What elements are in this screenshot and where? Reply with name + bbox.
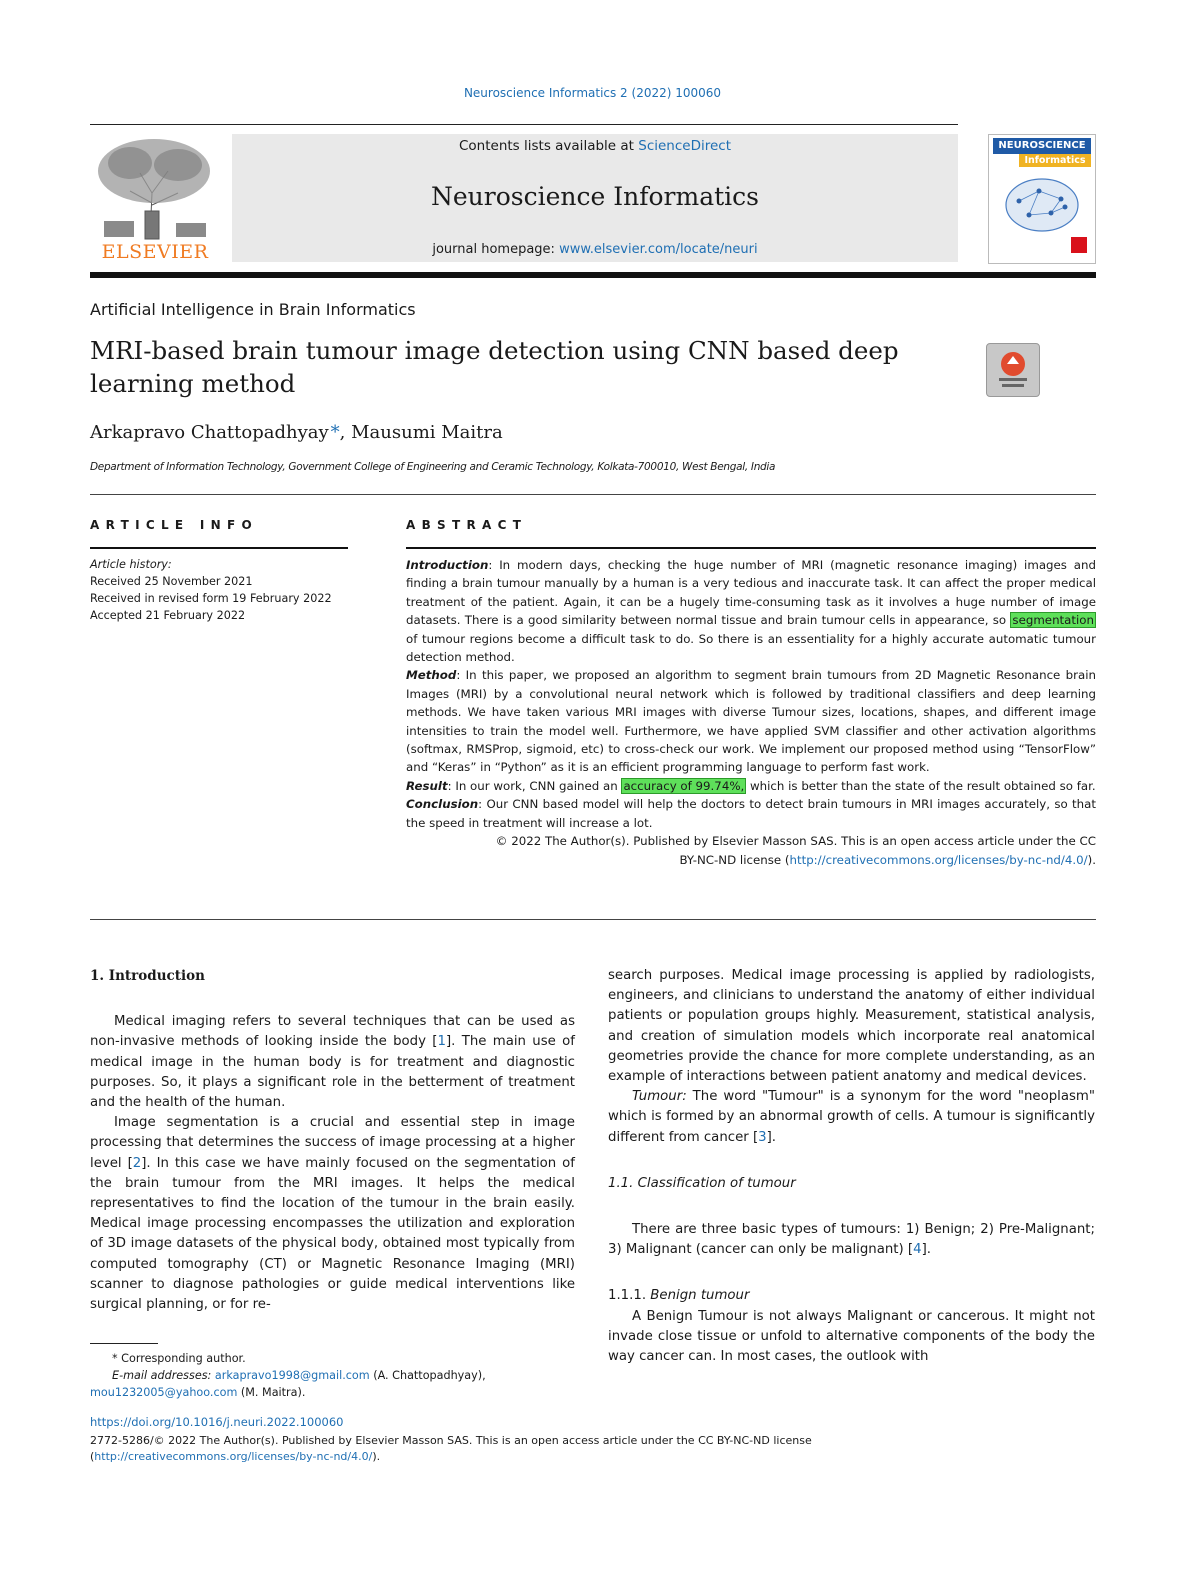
email-line-2: mou1232005@yahoo.com (M. Maitra). xyxy=(90,1386,306,1399)
journal-title: Neuroscience Informatics xyxy=(431,182,759,211)
abstract-body xyxy=(406,556,1096,869)
cover-red-square xyxy=(1071,237,1087,253)
author-2[interactable]: , Mausumi Maitra xyxy=(339,422,503,443)
crossmark-icon xyxy=(987,344,1039,396)
abstract-rule xyxy=(406,547,1096,549)
abstract-conclusion: Conclusion: Our CNN based model will help the doctors to detect brain tumours in MRI images accurately, so that the speed in treatment will increase a lot. xyxy=(406,797,1096,830)
email-link-1[interactable]: arkapravo1998@gmail.com xyxy=(214,1369,370,1382)
article-info-rule xyxy=(90,547,348,549)
footnotes xyxy=(90,1350,570,1401)
paragraph-4: Tumour: The word "Tumour" is a synonym for the word "neoplasm" which is formed by an abnormal growth of cells. A tumour is significantly different from cancer [3]. xyxy=(608,1089,1095,1145)
cc-license-link[interactable]: http://creativecommons.org/licenses/by-nc-nd/4.0/ xyxy=(789,852,1088,867)
highlight-segmentation[interactable]: segmentation xyxy=(1012,613,1094,628)
journal-citation-link[interactable]: Neuroscience Informatics 2 (2022) 100060 xyxy=(463,86,722,100)
article-title: MRI-based brain tumour image detection using CNN based deep learning method xyxy=(90,336,899,398)
affiliation: Department of Information Technology, Government College of Engineering and Ceramic Technology, Kolkata-700010, West Bengal, India xyxy=(90,461,776,473)
abstract-result: Result: In our work, CNN gained an accuracy of 99.74%, which is better than the state of the result obtained so far. xyxy=(406,778,1096,793)
contents-line: Contents lists available at ScienceDirect xyxy=(458,138,732,154)
footnote-rule xyxy=(90,1343,158,1344)
ref-link-2[interactable]: 2 xyxy=(132,1155,142,1171)
paragraph-6: A Benign Tumour is not always Malignant or cancerous. It might not invade close tissue or unfold to alternative components of the body the way cancer can. In most cases, the outlook with xyxy=(608,1308,1095,1365)
abstract-method: Method: In this paper, we proposed an algorithm to segment brain tumours from 2D Magnetic Resonance brain Images (MRI) by a convolutional neural network which is followed by traditional classifiers and deep learning methods. We have taken various MRI images with diverse Tumour sizes, locations, shapes, and different image intensities to train the model well. Furthermore, we have applied SVM classifier and other activation algorithms (softmax, RMSProp, sigmoid, etc) to cross-check our work. We implement our proposed method using “TensorFlow” and “Keras” in “Python” as it is an efficient programming language to perform fast work. xyxy=(406,668,1096,775)
ref-link-3[interactable]: 3 xyxy=(758,1129,767,1145)
footer-license-link[interactable]: http://creativecommons.org/licenses/by-nc-nd/4.0/ xyxy=(94,1450,373,1463)
subsubsection-heading-benign: 1.1.1. Benign tumour xyxy=(608,1288,750,1304)
email-link-2[interactable]: mou1232005@yahoo.com xyxy=(90,1386,238,1399)
corresponding-author-mark[interactable]: * xyxy=(330,422,340,443)
paragraph-2: Image segmentation is a crucial and essential step in image processing that determines the success of image processing at a higher level [2]. In this case we have mainly focused on the segmentation of the brain tumour from the MRI images. It helps the medical representatives to find the location of the tumour in the brain easily. Medical image processing encompasses the utilization and exploration of 3D image datasets of the physical body, obtained most typically from computed tomography (CT) or Magnetic Resonance Imaging (MRI) scanner to diagnose pathologies or guide medical interventions like surgical planning, or for re- xyxy=(90,1115,575,1313)
body-column-left xyxy=(90,966,575,1315)
abstract-heading: ABSTRACT xyxy=(406,518,528,532)
article-section: Artificial Intelligence in Brain Informatics xyxy=(90,300,416,319)
journal-homepage-line: journal homepage: www.elsevier.com/locate/neuri xyxy=(432,242,758,257)
abstract-end-rule xyxy=(90,919,1096,920)
header-bottom-rule xyxy=(90,272,1096,278)
article-info-heading: ARTICLE INFO xyxy=(90,518,258,532)
header-top-rule xyxy=(90,124,958,125)
journal-header-band xyxy=(232,134,958,262)
abstract-copyright-2: BY-NC-ND license (http://creativecommons.org/licenses/by-nc-nd/4.0/). xyxy=(679,852,1096,867)
brain-network-icon xyxy=(999,171,1085,243)
section-heading-introduction: 1. Introduction xyxy=(90,968,205,984)
elsevier-wordmark: ELSEVIER xyxy=(101,241,209,263)
license-statement: 2772-5286/© 2022 The Author(s). Published by Elsevier Masson SAS. This is an open access article under the CC BY-NC-ND license (http://creativecommons.org/licenses/by-nc-nd/4.0/). xyxy=(90,1434,812,1463)
subsection-heading-classification: 1.1. Classification of tumour xyxy=(608,1175,796,1191)
history-revised: Received in revised form 19 February 2022 xyxy=(90,592,332,605)
paragraph-3: search purposes. Medical image processing is applied by radiologists, engineers, and clinicians to understand the anatomy of either individual patients or population groups highly. Measurement, statistical analysis, and creation of simulation models which incorporate real anatomical geometries provide the chance for more complete understanding, as an example of interactions between patient anatomy and medical devices. xyxy=(608,968,1095,1085)
elsevier-logo xyxy=(90,133,220,265)
sciencedirect-link[interactable]: ScienceDirect xyxy=(638,138,732,154)
doi-link[interactable]: https://doi.org/10.1016/j.neuri.2022.100060 xyxy=(90,1415,344,1429)
cover-subtitle: Informatics xyxy=(1019,154,1091,167)
body-column-right xyxy=(608,966,1095,1367)
cover-title: NEUROSCIENCE xyxy=(993,138,1091,154)
article-history xyxy=(90,556,332,624)
email-addresses: E-mail addresses: arkapravo1998@gmail.com (A. Chattopadhyay), xyxy=(112,1369,486,1382)
author-list xyxy=(90,422,503,443)
highlight-accuracy[interactable]: accuracy of 99.74%, xyxy=(623,778,745,793)
paragraph-1: Medical imaging refers to several techniques that can be used as non-invasive methods of looking inside the body [1]. The main use of medical image in the human body is for treatment and diagnostic purposes. So, it plays a significant role in the betterment of treatment and the health of the human. xyxy=(90,1014,575,1111)
paragraph-5: There are three basic types of tumours: 1) Benign; 2) Pre-Malignant; 3) Malignant (cancer can only be malignant) [4]. xyxy=(608,1222,1095,1258)
abstract-introduction: Introduction: In modern days, checking the huge number of MRI (magnetic resonance imaging) images and finding a brain tumour manually by a human is a very tedious and inaccurate task. It can affect the proper medical treatment of the patient. Again, it can be a hugely time-consuming task as it involves a huge number of image datasets. There is a good similarity between normal tissue and brain tumour cells in appearance, so segmentation of tumour regions become a difficult task to do. So there is an essentiality for a highly accurate automatic tumour detection method. xyxy=(406,558,1096,665)
history-accepted: Accepted 21 February 2022 xyxy=(90,609,246,622)
journal-homepage-link[interactable]: www.elsevier.com/locate/neuri xyxy=(559,242,758,257)
author-1[interactable]: Arkapravo Chattopadhyay xyxy=(90,422,329,443)
check-for-updates-button[interactable] xyxy=(986,343,1040,397)
journal-cover-thumbnail[interactable] xyxy=(988,134,1096,264)
corresponding-author-note: * Corresponding author. xyxy=(112,1352,246,1365)
affiliation-rule xyxy=(90,494,1096,495)
history-received: Received 25 November 2021 xyxy=(90,575,253,588)
ref-link-4[interactable]: 4 xyxy=(913,1242,922,1258)
history-label: Article history: xyxy=(90,558,172,571)
abstract-copyright-1: © 2022 The Author(s). Published by Elsevier Masson SAS. This is an open access article under the CC xyxy=(495,834,1096,849)
ref-link-1[interactable]: 1 xyxy=(437,1034,446,1050)
